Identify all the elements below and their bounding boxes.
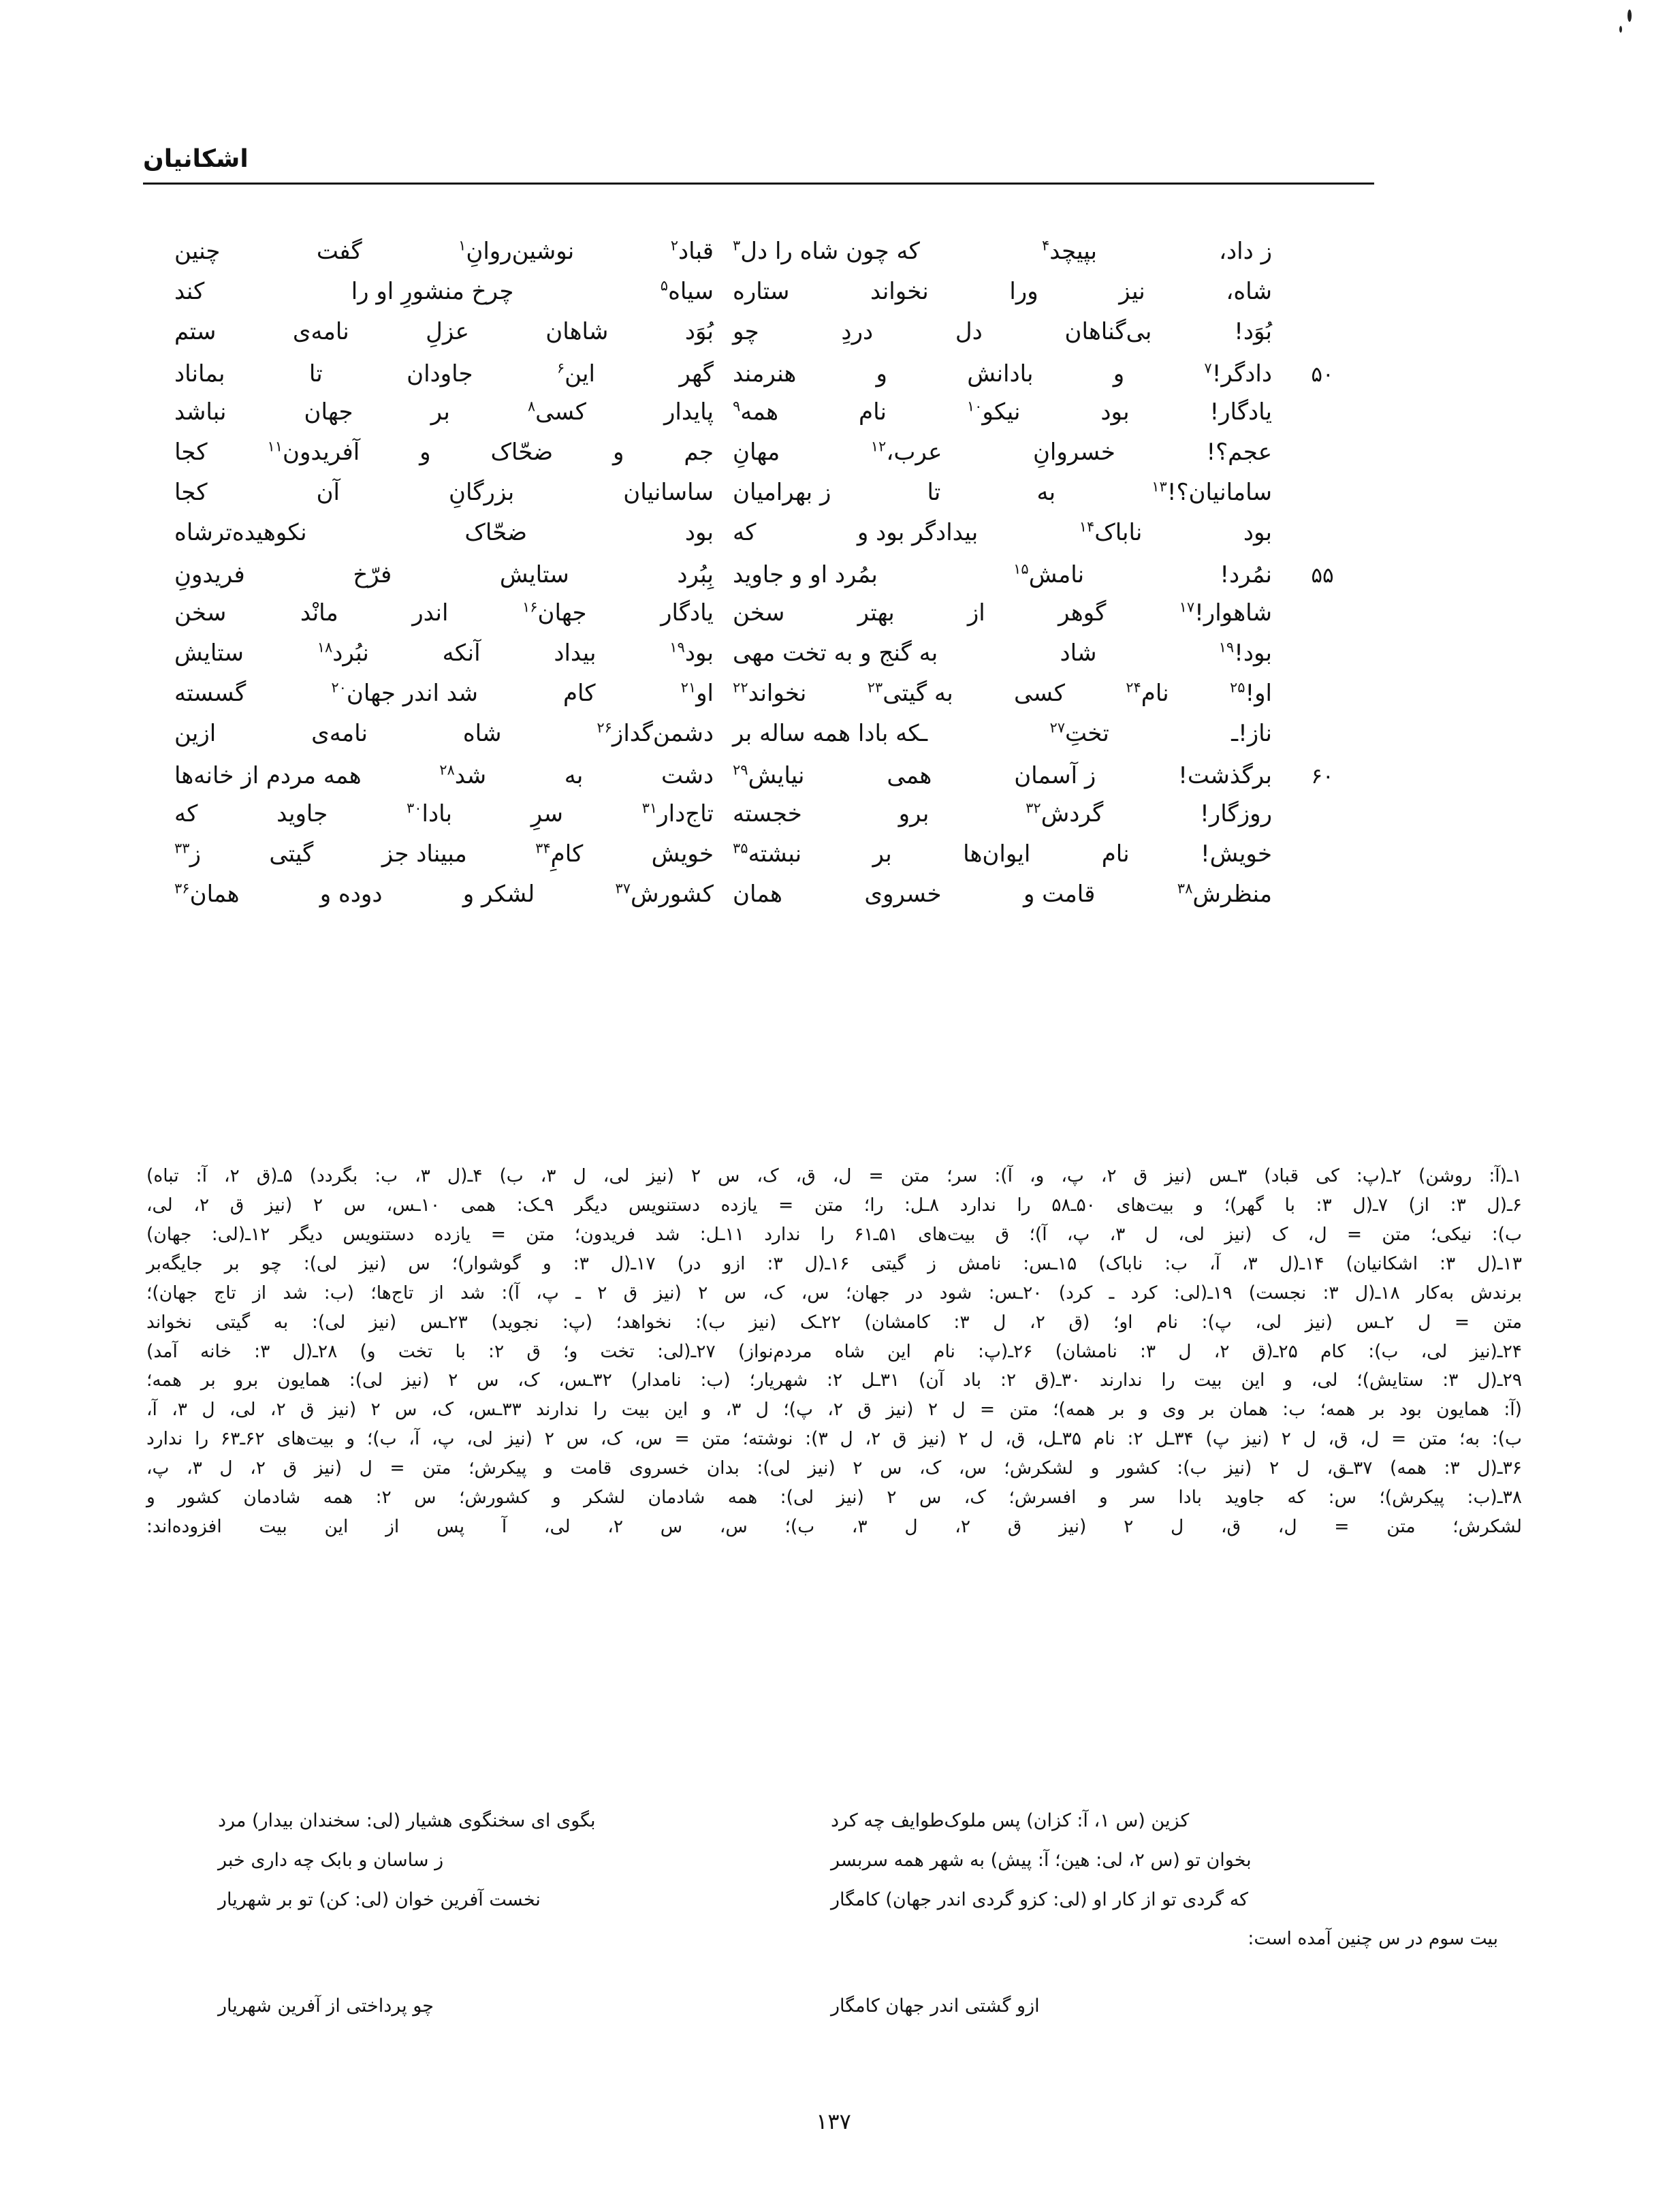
verse-word: فرّخ: [353, 561, 392, 588]
verse-word: این$^۶$: [556, 360, 595, 388]
hemistich-left: [723, 280, 1282, 304]
added-couplet-row: [177, 1891, 1498, 1930]
verse-word: سرِ: [530, 800, 563, 827]
verse-word: نامه‌ی: [292, 318, 349, 345]
verse-word: بر: [430, 398, 450, 426]
apparatus-line: (آ: همایون بود بر همه؛ ب: همان بر وی و بر همه)؛ متن = ل ۲ (نیز ق ۲، پ)؛ ل ۳، و این بیت را ندارند ۳۳ـس، ک، س ۲ (نیز ق ۲، لی، ل ۳، آ،: [146, 1399, 1522, 1421]
verse-word: همان: [733, 881, 782, 908]
verse-word: قباد$^۲$: [670, 237, 714, 265]
verse-number: ۵۵: [1311, 563, 1334, 588]
verse-word: نخواند$^{۲۲}$: [733, 679, 807, 707]
hemistich-right: [165, 601, 723, 625]
footnote-marker: ۲۷: [1049, 719, 1065, 736]
verse-word: تاج‌دار$^{۳۱}$: [641, 800, 714, 827]
verse-number: [1282, 657, 1363, 661]
verse-word: گفت: [316, 238, 362, 265]
verse-word: آفریدون$^{۱۱}$: [267, 438, 360, 466]
footnote-marker: ۵: [660, 277, 669, 294]
footnote-marker: ۲۵: [1229, 679, 1245, 696]
verse-word: جاوید: [276, 800, 328, 827]
verse-word: چنین: [174, 238, 221, 265]
added-hemistich-right: نخست آفرین خوان (لی: کن) تو بر شهریار: [218, 1889, 541, 1910]
apparatus-line: ۲۴ـ(نیز لی، ب): کام ۲۵ـ(ق ۲، ل ۳: نامشان) ۲۶ـ(پ: نام این شاه مردم‌نواز) ۲۷ـ(لی: تخت و؛ ق ۲: با تخت و) ۲۸ـ(ل ۳: خانه آمد): [146, 1340, 1523, 1362]
verse-word: نیکو$^{۱۰}$: [966, 398, 1021, 426]
verse-word: مبیناد جز: [381, 840, 467, 868]
verse-word: ناباک$^{۱۴}$: [1079, 518, 1143, 546]
added-hemistich-right: چو پرداختی از آفرین شهریار: [218, 1995, 434, 2017]
hemistich-left: [723, 518, 1282, 546]
verse-word: بیداد: [554, 639, 597, 667]
apparatus-line: ب): به؛ متن = ل، ق، ل ۲ (نیز پ) ۳۴ـل ۲: نام ۳۵ـل، ق، ل ۲ (نیز ق ۲، ل ۳): نوشته؛ متن = س، ک، س ۲ (نیز لی، پ، آ، ب)؛ و بیت‌های ۶۲ـ۶۳ را ندارد: [146, 1428, 1522, 1450]
verse-word: هنرمند: [733, 360, 797, 388]
verse-word: تا: [308, 360, 323, 388]
verse-word: شاه: [462, 720, 502, 747]
added-hemistich-left: کزین (س ۱، آ: کزان) پس ملوک‌طوایف چه کرد: [831, 1810, 1190, 1831]
verse-word: دل: [955, 318, 983, 345]
footnote-marker: ۶: [556, 360, 565, 377]
hemistich-right: [165, 438, 723, 466]
footnote-marker: ۱۹: [1218, 639, 1235, 656]
verse-word: آن: [316, 479, 340, 506]
footnote-marker: ۳۸: [1177, 880, 1193, 897]
added-couplets-block: [177, 1810, 1498, 1949]
footnote-marker: ۲: [670, 237, 678, 254]
verse-word: سامانیان؟!$^{۱۳}$: [1152, 478, 1272, 506]
scan-speck: [1628, 10, 1632, 22]
verse-word: و: [876, 360, 887, 388]
verse-word: کامِ$^{۳۴}$: [535, 840, 584, 868]
verse-row: [143, 762, 1389, 802]
verse-row: [143, 842, 1389, 883]
footnote-marker: ۹: [733, 398, 741, 415]
verse-word: چرخ منشورِ او را: [351, 278, 514, 305]
apparatus-line: ۲۹ـ(ل ۳: ستایش)؛ لی، و این بیت را ندارند ۳۰ـ(ق ۲: باد آن) ۳۱ـل ۲: شهریار؛ (ب: نامدار) ۳۲ـس، ک، س ۲ (نیز لی): همایون برو بر همه؛: [146, 1370, 1522, 1391]
scan-speck: [1619, 26, 1622, 33]
verse-number: [1282, 616, 1363, 620]
verse-word: به گنج و به تخت مهی: [733, 639, 938, 667]
verse-word: بود: [1243, 519, 1272, 546]
hemistich-right: [165, 277, 723, 305]
verse-word: فریدونِ: [174, 561, 245, 588]
verse-word: بادانش: [967, 360, 1034, 388]
verse-word: عجم؟!: [1206, 439, 1272, 466]
verse-block: [143, 237, 1389, 1118]
footnote-marker: ۲۴: [1126, 679, 1141, 696]
verse-word: ساسانیان: [623, 479, 714, 506]
verse-word: بود!$^{۱۹}$: [1218, 639, 1272, 667]
apparatus-line: ۱۳ـ(ل ۳: اشکانیان) ۱۴ـ(ل ۳، آ، ب: ناباک) ۱۵ـس: نامش ز گیتی ۱۶ـ(ل ۳: ازو در) ۱۷ـ(ل ۳: و گوشوار)؛ س (نیز لی): چو بر جایگه‌بر: [146, 1252, 1523, 1274]
hemistich-right: [165, 237, 723, 265]
verse-word: خسروی: [864, 881, 942, 908]
footnote-marker: ۲۳: [867, 679, 883, 696]
verse-word: گسسته: [174, 680, 247, 707]
verse-word: و: [613, 439, 624, 466]
verse-word: شاد: [1060, 639, 1097, 667]
verse-row: [143, 478, 1389, 521]
verse-word: ستاره: [733, 278, 790, 305]
hemistich-left: [723, 719, 1282, 747]
verse-number: [1282, 335, 1363, 339]
footnote-marker: ۲۲: [733, 679, 748, 696]
verse-word: کام: [563, 680, 596, 707]
footnote-marker: ۲۹: [733, 761, 748, 778]
verse-word: بیدادگر بود و: [857, 519, 979, 546]
hemistich-right: [165, 481, 723, 505]
added-hemistich-left: بخوان تو (س ۲، لی: هین؛ آ: پیش) به شهر همه سربسر: [831, 1850, 1252, 1871]
verse-word: نبشته$^{۳۵}$: [733, 840, 802, 868]
verse-number: [1282, 295, 1363, 299]
hemistich-right: [165, 521, 723, 545]
verse-word: نوشین‌روانِ$^۱$: [458, 237, 575, 265]
hemistich-right: [165, 842, 723, 866]
hemistich-left: [723, 761, 1282, 789]
verse-row: [143, 880, 1389, 923]
verse-word: گهر: [679, 360, 714, 388]
hemistich-left: [723, 237, 1282, 265]
footnote-marker: ۳۱: [641, 800, 658, 817]
footnote-marker: ۳۵: [733, 840, 748, 857]
verse-word: خجسته: [733, 800, 802, 827]
verse-word: بر: [872, 840, 892, 868]
footnote-marker: ۱: [458, 237, 466, 254]
verse-word: ایوان‌ها: [963, 840, 1031, 868]
running-head: [143, 147, 1525, 176]
verse-word: شد$^{۲۸}$: [439, 761, 487, 789]
verse-word: کجا: [174, 479, 208, 506]
verse-word: ستایش: [174, 639, 244, 667]
hemistich-right: [165, 400, 723, 424]
verse-word: لشکر و: [462, 881, 535, 908]
verse-word: شد اندر جهان$^{۲۰}$: [331, 679, 479, 707]
apparatus-line: متن = ل ۲ـس (نیز لی، پ): نام او؛ (ق ۲، ل ۳: کامشان) ۲۲ـک (نیز ب): نخواهد؛ (پ: نجوید) ۲۳ـس (نیز لی): به گیتی نخواند: [146, 1311, 1523, 1333]
footnote-marker: ۱۵: [1013, 560, 1029, 578]
hemistich-right: [165, 802, 723, 826]
verse-number: [1282, 857, 1363, 862]
verse-word: که چون شاه را دل$^۳$: [733, 237, 920, 265]
verse-word: بُوَد: [684, 318, 714, 345]
verse-word: سخن: [733, 599, 785, 627]
verse-row: [143, 277, 1389, 320]
verse-word: بود$^{۱۹}$: [669, 639, 714, 667]
added-couplets-block-2: [177, 1995, 1498, 2035]
verse-word: سیاه$^۵$: [660, 277, 714, 305]
verse-word: ورا: [1009, 278, 1038, 305]
verse-word: مانْد: [300, 599, 338, 627]
verse-word: و: [419, 439, 431, 466]
verse-word: بزرگانِ: [449, 479, 515, 506]
verse-word: بماناد: [174, 360, 225, 388]
hemistich-left: [723, 842, 1282, 866]
verse-word: پایدار: [664, 398, 714, 426]
verse-row: [143, 639, 1389, 682]
verse-word: تا: [927, 479, 941, 506]
verse-word: برو: [898, 800, 930, 827]
verse-word: سخن: [174, 599, 227, 627]
verse-number: [1282, 898, 1363, 902]
verse-word: بِبُرد: [677, 561, 714, 588]
verse-row: [143, 400, 1389, 441]
verse-word: همه مردم از خانه‌ها: [174, 762, 362, 789]
added-couplets-note: بیت سوم در س چنین آمده است:: [1248, 1928, 1498, 1949]
footnote-marker: ۲۶: [597, 719, 612, 736]
verse-word: کند: [174, 278, 205, 305]
verse-word: شاهوار!$^{۱۷}$: [1179, 599, 1272, 627]
verse-word: نامش$^{۱۵}$: [1013, 560, 1085, 588]
verse-word: نیز: [1119, 278, 1145, 305]
footnote-marker: ۲۸: [439, 761, 455, 778]
verse-word: گوهر: [1058, 599, 1107, 627]
verse-word: دوده و: [319, 881, 383, 908]
verse-word: جهان$^{۱۶}$: [522, 599, 587, 627]
verse-word: او!$^{۲۵}$: [1229, 679, 1272, 707]
hemistich-left: [723, 560, 1282, 588]
verse-number: [1282, 255, 1363, 259]
added-couplet-row: [177, 1812, 1498, 1851]
apparatus-line: ۳۸ـ(ب: پیکرش)؛ س: که جاوید بادا سر و افسرش؛ ک، س ۲ (نیز لی): همه شادمان لشکر و کشورش؛ س ۲: همه شادمان کشور و: [146, 1487, 1522, 1508]
verse-row: [143, 719, 1389, 762]
verse-word: بی‌گناهان: [1064, 318, 1152, 345]
added-couplet-row: [177, 1851, 1498, 1891]
hemistich-right: [165, 880, 723, 908]
apparatus-line: لشکرش؛ متن = ل، ق، ل ۲ (نیز ق ۲، ل ۳، ب)؛ س، س ۲، لی، آ پس از این بیت افزوده‌اند:: [146, 1516, 1523, 1538]
hemistich-right: [165, 362, 723, 386]
hemistich-right: [165, 563, 723, 587]
verse-word: ستم: [174, 318, 217, 345]
verse-word: نمُرد!: [1220, 561, 1272, 588]
verse-word: به: [1036, 479, 1056, 506]
verse-number: [1282, 737, 1363, 741]
footnote-marker: ۳۰: [406, 800, 422, 817]
hemistich-left: [723, 320, 1282, 344]
verse-word: ـکه بادا همه ساله بر: [733, 720, 928, 747]
hemistich-right: [165, 639, 723, 667]
verse-word: شاهان: [545, 318, 609, 345]
footnote-marker: ۴: [1041, 237, 1050, 254]
verse-word: ز$^{۳۳}$: [174, 840, 201, 868]
footnote-marker: ۱۷: [1179, 599, 1195, 616]
verse-word: بهتر: [857, 599, 895, 627]
verse-word: بادا$^{۳۰}$: [406, 800, 452, 827]
verse-word: که: [733, 519, 757, 546]
hemistich-left: [723, 400, 1282, 424]
verse-number: [1282, 415, 1363, 420]
verse-number: ۵۰: [1311, 362, 1334, 387]
verse-word: بپیچد$^۴$: [1041, 237, 1097, 265]
footnote-marker: ۱۳: [1152, 478, 1167, 495]
verse-word: کجا: [174, 439, 208, 466]
verse-word: برگذشت!: [1178, 762, 1272, 789]
footnote-marker: ۱۸: [317, 639, 333, 656]
verse-word: ازین: [174, 720, 217, 747]
footnote-marker: ۱۴: [1079, 518, 1095, 535]
verse-word: و: [1113, 360, 1125, 388]
verse-word: بود: [684, 519, 714, 546]
verse-word: نکوهیده‌ترشاه: [174, 519, 307, 546]
apparatus-line: ب): نیکی؛ متن = ل، ک (نیز لی، ل ۳، پ، آ)؛ ق بیت‌های ۵۱ـ۶۱ را ندارد ۱۱ـل: شد فریدون؛ متن = یازده دستنویس دیگر ۱۲ـ(لی: جهان): [146, 1223, 1522, 1245]
hemistich-right: [165, 761, 723, 789]
verse-word: ناز!ـ: [1231, 720, 1272, 747]
verse-word: تختِ$^{۲۷}$: [1049, 719, 1109, 747]
verse-row: [143, 802, 1389, 842]
hemistich-left: [723, 601, 1282, 625]
running-head-title: اشكانيان: [143, 145, 249, 173]
hemistich-right: [165, 679, 723, 707]
footnote-marker: ۳۷: [615, 880, 631, 897]
verse-word: خسروانِ: [1032, 439, 1115, 466]
added-hemistich-left: که گردی تو از کار او (لی: کزو گردی اندر جهان) کامگار: [831, 1889, 1249, 1910]
verse-word: بُوَد!: [1234, 318, 1272, 345]
verse-word: دادگر!$^۷$: [1204, 360, 1272, 388]
verse-word: ستایش: [499, 561, 569, 588]
verse-word: ضحّاک: [490, 439, 554, 466]
footnote-marker: ۳۴: [535, 840, 551, 857]
verse-row: [143, 679, 1389, 722]
verse-word: بمُرد او و جاوید: [733, 561, 878, 588]
verse-word: نبُرد$^{۱۸}$: [317, 639, 369, 667]
footnote-marker: ۱۶: [522, 599, 538, 616]
verse-word: نامه‌ی: [311, 720, 368, 747]
verse-row: [143, 360, 1389, 400]
verse-word: کشورش$^{۳۷}$: [615, 880, 714, 908]
footnote-marker: ۲۰: [331, 679, 347, 696]
verse-word: گردش$^{۳۲}$: [1026, 800, 1104, 827]
verse-word: کسی$^۸$: [527, 398, 586, 426]
verse-word: خویش: [651, 840, 714, 868]
added-hemistich-right: ز ساسان و بابک چه داری خبر: [218, 1850, 444, 1871]
footnote-marker: ۱۱: [267, 438, 283, 455]
hemistich-left: [723, 880, 1282, 908]
footnote-marker: ۷: [1204, 360, 1212, 377]
verse-word: جهان: [304, 398, 353, 426]
verse-number: [1282, 536, 1363, 540]
hemistich-left: [723, 362, 1282, 386]
verse-word: نیایش$^{۲۹}$: [733, 761, 805, 789]
verse-word: یادگار!: [1209, 398, 1272, 426]
verse-row: [143, 561, 1389, 601]
hemistich-left: [723, 639, 1282, 667]
apparatus-line: ۶ـ(ل ۳: از) ۷ـ(ل ۳: با گهر)؛ و بیت‌های ۵۰ـ۵۸ را ندارد ۸ـل: را؛ متن = یازده دستنویس دیگر ۹ـک: همی ۱۰ـس، س ۲ (نیز ق ۲، لی،: [146, 1194, 1523, 1216]
verse-word: قامت و: [1023, 881, 1096, 908]
verse-row: [143, 237, 1389, 280]
verse-number: ۶۰: [1311, 764, 1334, 789]
verse-word: آنکه: [442, 639, 481, 667]
footnote-marker: ۱۹: [669, 639, 685, 656]
verse-word: همی: [887, 762, 932, 789]
verse-word: مهانِ: [733, 439, 780, 466]
verse-word: همه$^۹$: [733, 398, 779, 426]
verse-word: که: [174, 800, 198, 827]
verse-word: دردِ: [841, 318, 874, 345]
verse-word: جاودان: [407, 360, 473, 388]
verse-word: نباشد: [174, 398, 227, 426]
verse-word: به: [564, 762, 584, 789]
verse-word: عزلِ: [426, 318, 469, 345]
verse-word: به گیتی$^{۲۳}$: [867, 679, 953, 707]
verse-number: [1282, 697, 1363, 701]
verse-word: از: [967, 599, 985, 627]
hemistich-right: [165, 719, 723, 747]
verse-number: [1282, 496, 1363, 500]
added-couplet-row: [177, 1995, 1498, 2035]
hemistich-left: [723, 478, 1282, 506]
footnote-marker: ۳۳: [174, 840, 190, 857]
verse-word: منظرش$^{۳۸}$: [1177, 880, 1272, 908]
hemistich-right: [165, 320, 723, 344]
verse-word: دشت: [661, 762, 714, 789]
folio-number: ۱۳۷: [816, 2108, 851, 2134]
verse-row: [143, 320, 1389, 360]
verse-word: بود: [1100, 398, 1130, 426]
verse-word: گیتی: [269, 840, 314, 868]
hemistich-left: [723, 679, 1282, 707]
apparatus-line: ۱ـ(آ: روشن) ۲ـ(پ: کی قباد) ۳ـس (نیز ق ۲، پ، و، آ): سر؛ متن = ل، ق، ک، س ۲ (نیز لی، ل ۳، ب) ۴ـ(ل ۳، ب: بگردد) ۵ـ(ق ۲، آ: تباه): [146, 1165, 1522, 1186]
verse-word: چو: [733, 318, 759, 345]
verse-number: [1282, 817, 1363, 821]
verse-word: شاه،: [1226, 278, 1272, 305]
hemistich-left: [723, 802, 1282, 826]
footnote-marker: ۱۰: [966, 398, 983, 415]
footnote-marker: ۳: [733, 237, 741, 254]
verse-word: یادگار: [661, 599, 714, 627]
footnote-marker: ۸: [527, 398, 536, 415]
apparatus-line: ۳۶ـ(ل ۳: همه) ۳۷ـق، ل ۲ (نیز ب): کشور و لشکرش؛ س، ک، س ۲ (نیز لی): بدان خسروی قامت و پیکرش؛ متن = ل (نیز ق ۲، ل ۳، پ،: [146, 1457, 1523, 1479]
verse-word: ضحّاک: [464, 519, 527, 546]
verse-number: [1282, 456, 1363, 460]
footnote-marker: ۱۲: [870, 438, 887, 455]
verse-word: ز بهرامیان: [733, 479, 831, 506]
verse-word: همان$^{۳۶}$: [174, 880, 240, 908]
header-rule: [143, 183, 1374, 185]
verse-word: او$^{۲۱}$: [680, 679, 714, 707]
hemistich-left: [723, 438, 1282, 466]
added-hemistich-right: بگوی ای سخنگوی هشیار (لی: سخندان بیدار) مرد: [218, 1810, 596, 1831]
verse-word: جم: [684, 439, 714, 466]
footnote-marker: ۲۱: [680, 679, 697, 696]
verse-word: نام: [1101, 840, 1130, 868]
verse-word: خویش!: [1200, 840, 1272, 868]
footnote-marker: ۳۶: [174, 880, 190, 897]
verse-word: نخواند: [870, 278, 929, 305]
verse-row: [143, 601, 1389, 642]
verse-row: [143, 518, 1389, 561]
footnote-marker: ۳۲: [1026, 800, 1041, 817]
verse-word: ز آسمان: [1014, 762, 1096, 789]
verse-word: روزگار!: [1200, 800, 1272, 827]
textual-apparatus: [146, 1162, 1522, 1542]
added-hemistich-left: ازو گشتی اندر جهان کامگار: [831, 1995, 1040, 2017]
verse-word: دشمن‌گداز$^{۲۶}$: [597, 719, 714, 747]
verse-word: نام: [859, 398, 887, 426]
verse-word: ز داد،: [1219, 238, 1272, 265]
verse-row: [143, 438, 1389, 481]
verse-word: نام$^{۲۴}$: [1126, 679, 1169, 707]
verse-word: کسی: [1014, 680, 1065, 707]
verse-word: اندر: [412, 599, 449, 627]
verse-word: عرب،$^{۱۲}$: [870, 438, 942, 466]
apparatus-line: برندش به‌کار ۱۸ـ(ل ۳: نجست) ۱۹ـ(لی: کرد ـ کرد) ۲۰ـس: شود در جهان؛ س، ک، س ۲ (نیز ق ۲ ـ پ، آ): شد از تاج‌ها؛ (ب: شد از تاج جهان)؛: [146, 1282, 1523, 1304]
